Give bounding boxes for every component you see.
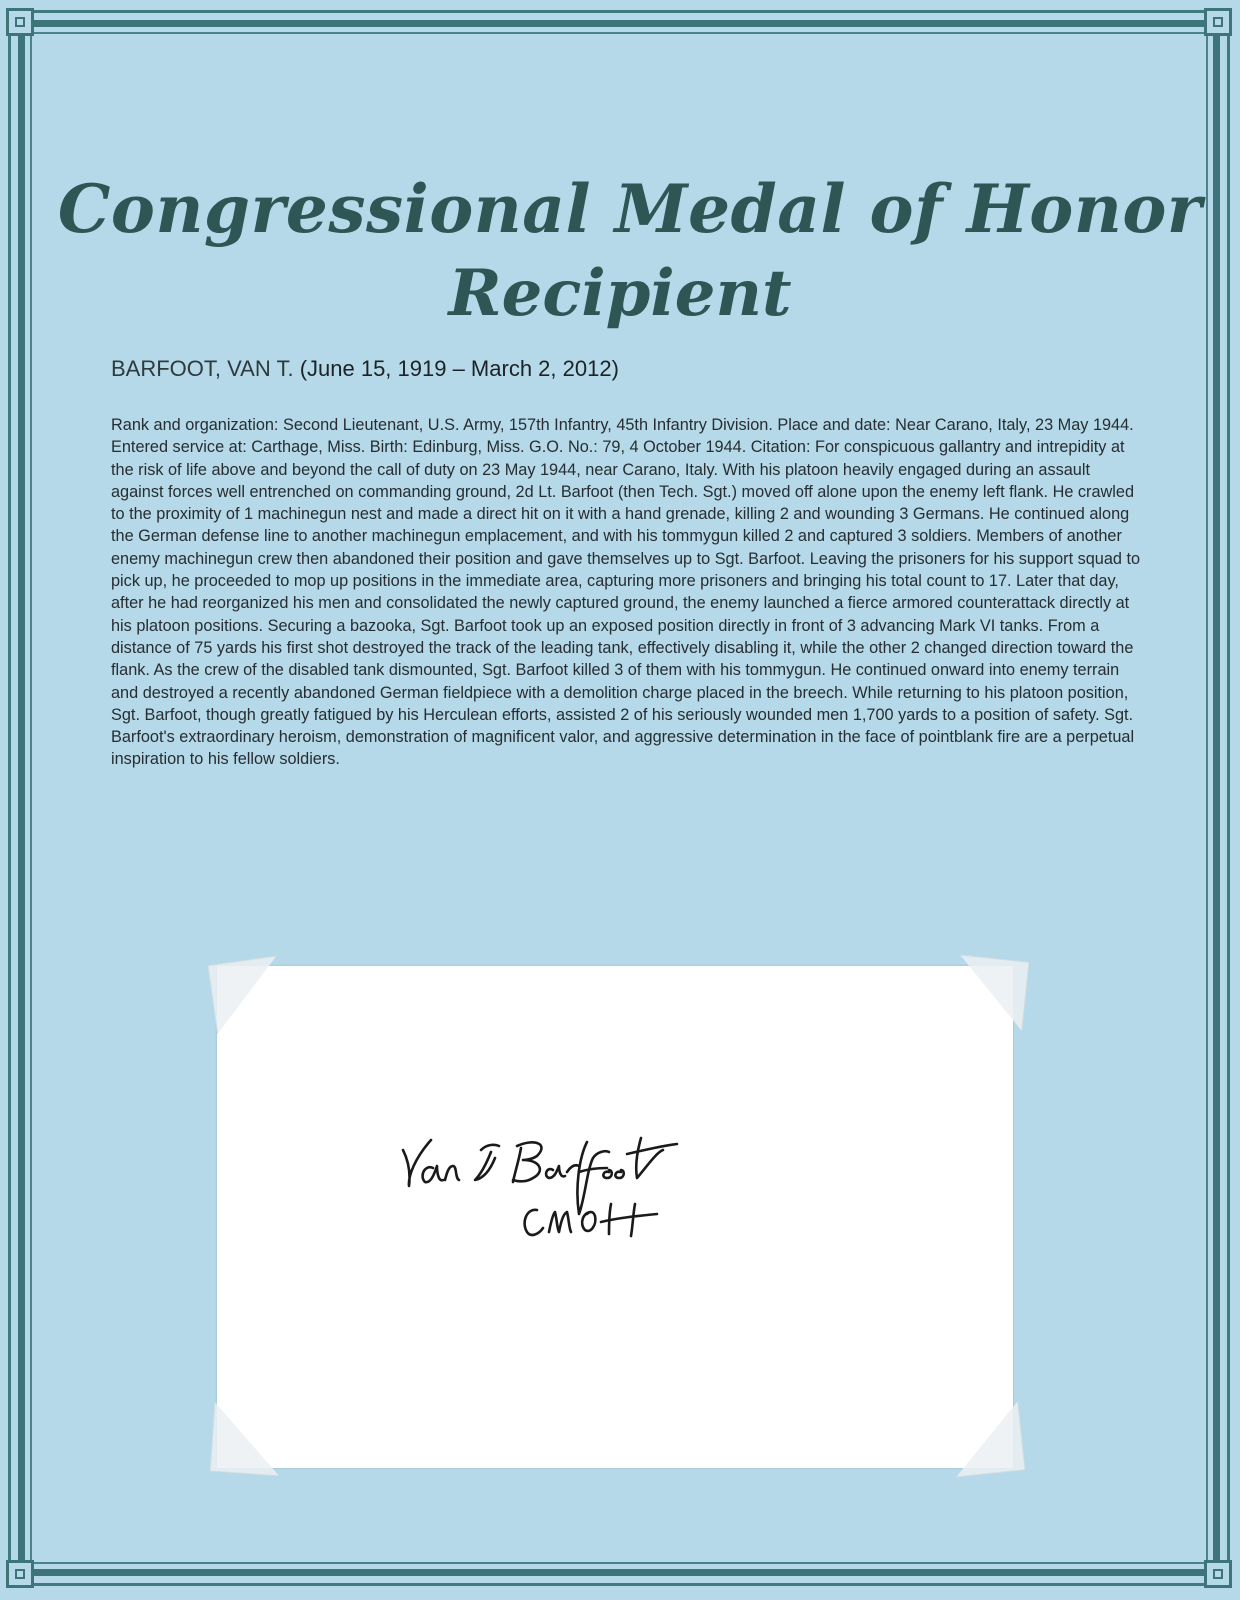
page-subtitle: Recipient <box>448 256 792 331</box>
corner-ornament-bottom-right <box>1204 1560 1232 1588</box>
recipient-name: BARFOOT, VAN T. <box>111 356 294 381</box>
signature-strokes <box>403 1138 677 1236</box>
corner-ornament-top-left <box>6 8 34 36</box>
corner-ornament-bottom-left <box>6 1560 34 1588</box>
corner-ornament-top-right <box>1204 8 1232 36</box>
handwritten-signature <box>395 1128 815 1268</box>
page-title: Congressional Medal of Honor <box>57 170 1203 248</box>
citation-text: Rank and organization: Second Lieutenant, U.S. Army, 157th Infantry, 45th Infantry Division. Place and date: Near Carano, Italy, 23 May 1944. Entered service at: Carthage, Miss. Birth: Edinburg, Miss. G.O. No.: 79, 4 October 1944. Citation: For conspicuous gallantry and intrepidity at the risk of life above and beyond the call of duty on 23 May 1944, near Carano, Italy. With his platoon heavily engaged during an assault against forces well entrenched on commanding ground, 2d Lt. Barfoot (then Tech. Sgt.) moved off alone upon the enemy left flank. He crawled to the proximity of 1 machinegun nest and made a direct hit on it with a hand grenade, killing 2 and wounding 3 Germans. He continued along the German defense line to another machinegun emplacement, and with his tommygun killed 2 and captured 3 soldiers. Members of another enemy machinegun crew then abandoned their position and gave themselves up to Sgt. Barfoot. Leaving the prisoners for his support squad to pick up, he proceeded to mop up positions in the immediate area, capturing more prisoners and bringing his total count to 17. Later that day, after he had reorganized his men and consolidated the newly captured ground, the enemy launched a fierce armored counterattack directly at his platoon positions. Securing a bazooka, Sgt. Barfoot took up an exposed position directly in front of 3 advancing Mark VI tanks. From a distance of 75 yards his first shot destroyed the track of the leading tank, effectively disabling it, while the other 2 changed direction toward the flank. As the crew of the disabled tank dismounted, Sgt. Barfoot killed 3 of them with his tommygun. He continued onward into enemy terrain and destroyed a recently abandoned German fieldpiece with a demolition charge placed in the breech. While returning to his platoon position, Sgt. Barfoot, though greatly fatigued by his Herculean efforts, assisted 2 of his seriously wounded men 1,700 yards to a position of safety. Sgt. Barfoot's extraordinary heroism, demonstration of magnificent valor, and aggressive determination in the face of pointblank fire are a perpetual inspiration to his fellow soldiers. <box>111 416 1141 769</box>
recipient-life-dates: (June 15, 1919 – March 2, 2012) <box>299 356 619 381</box>
recipient-heading <box>111 356 619 382</box>
